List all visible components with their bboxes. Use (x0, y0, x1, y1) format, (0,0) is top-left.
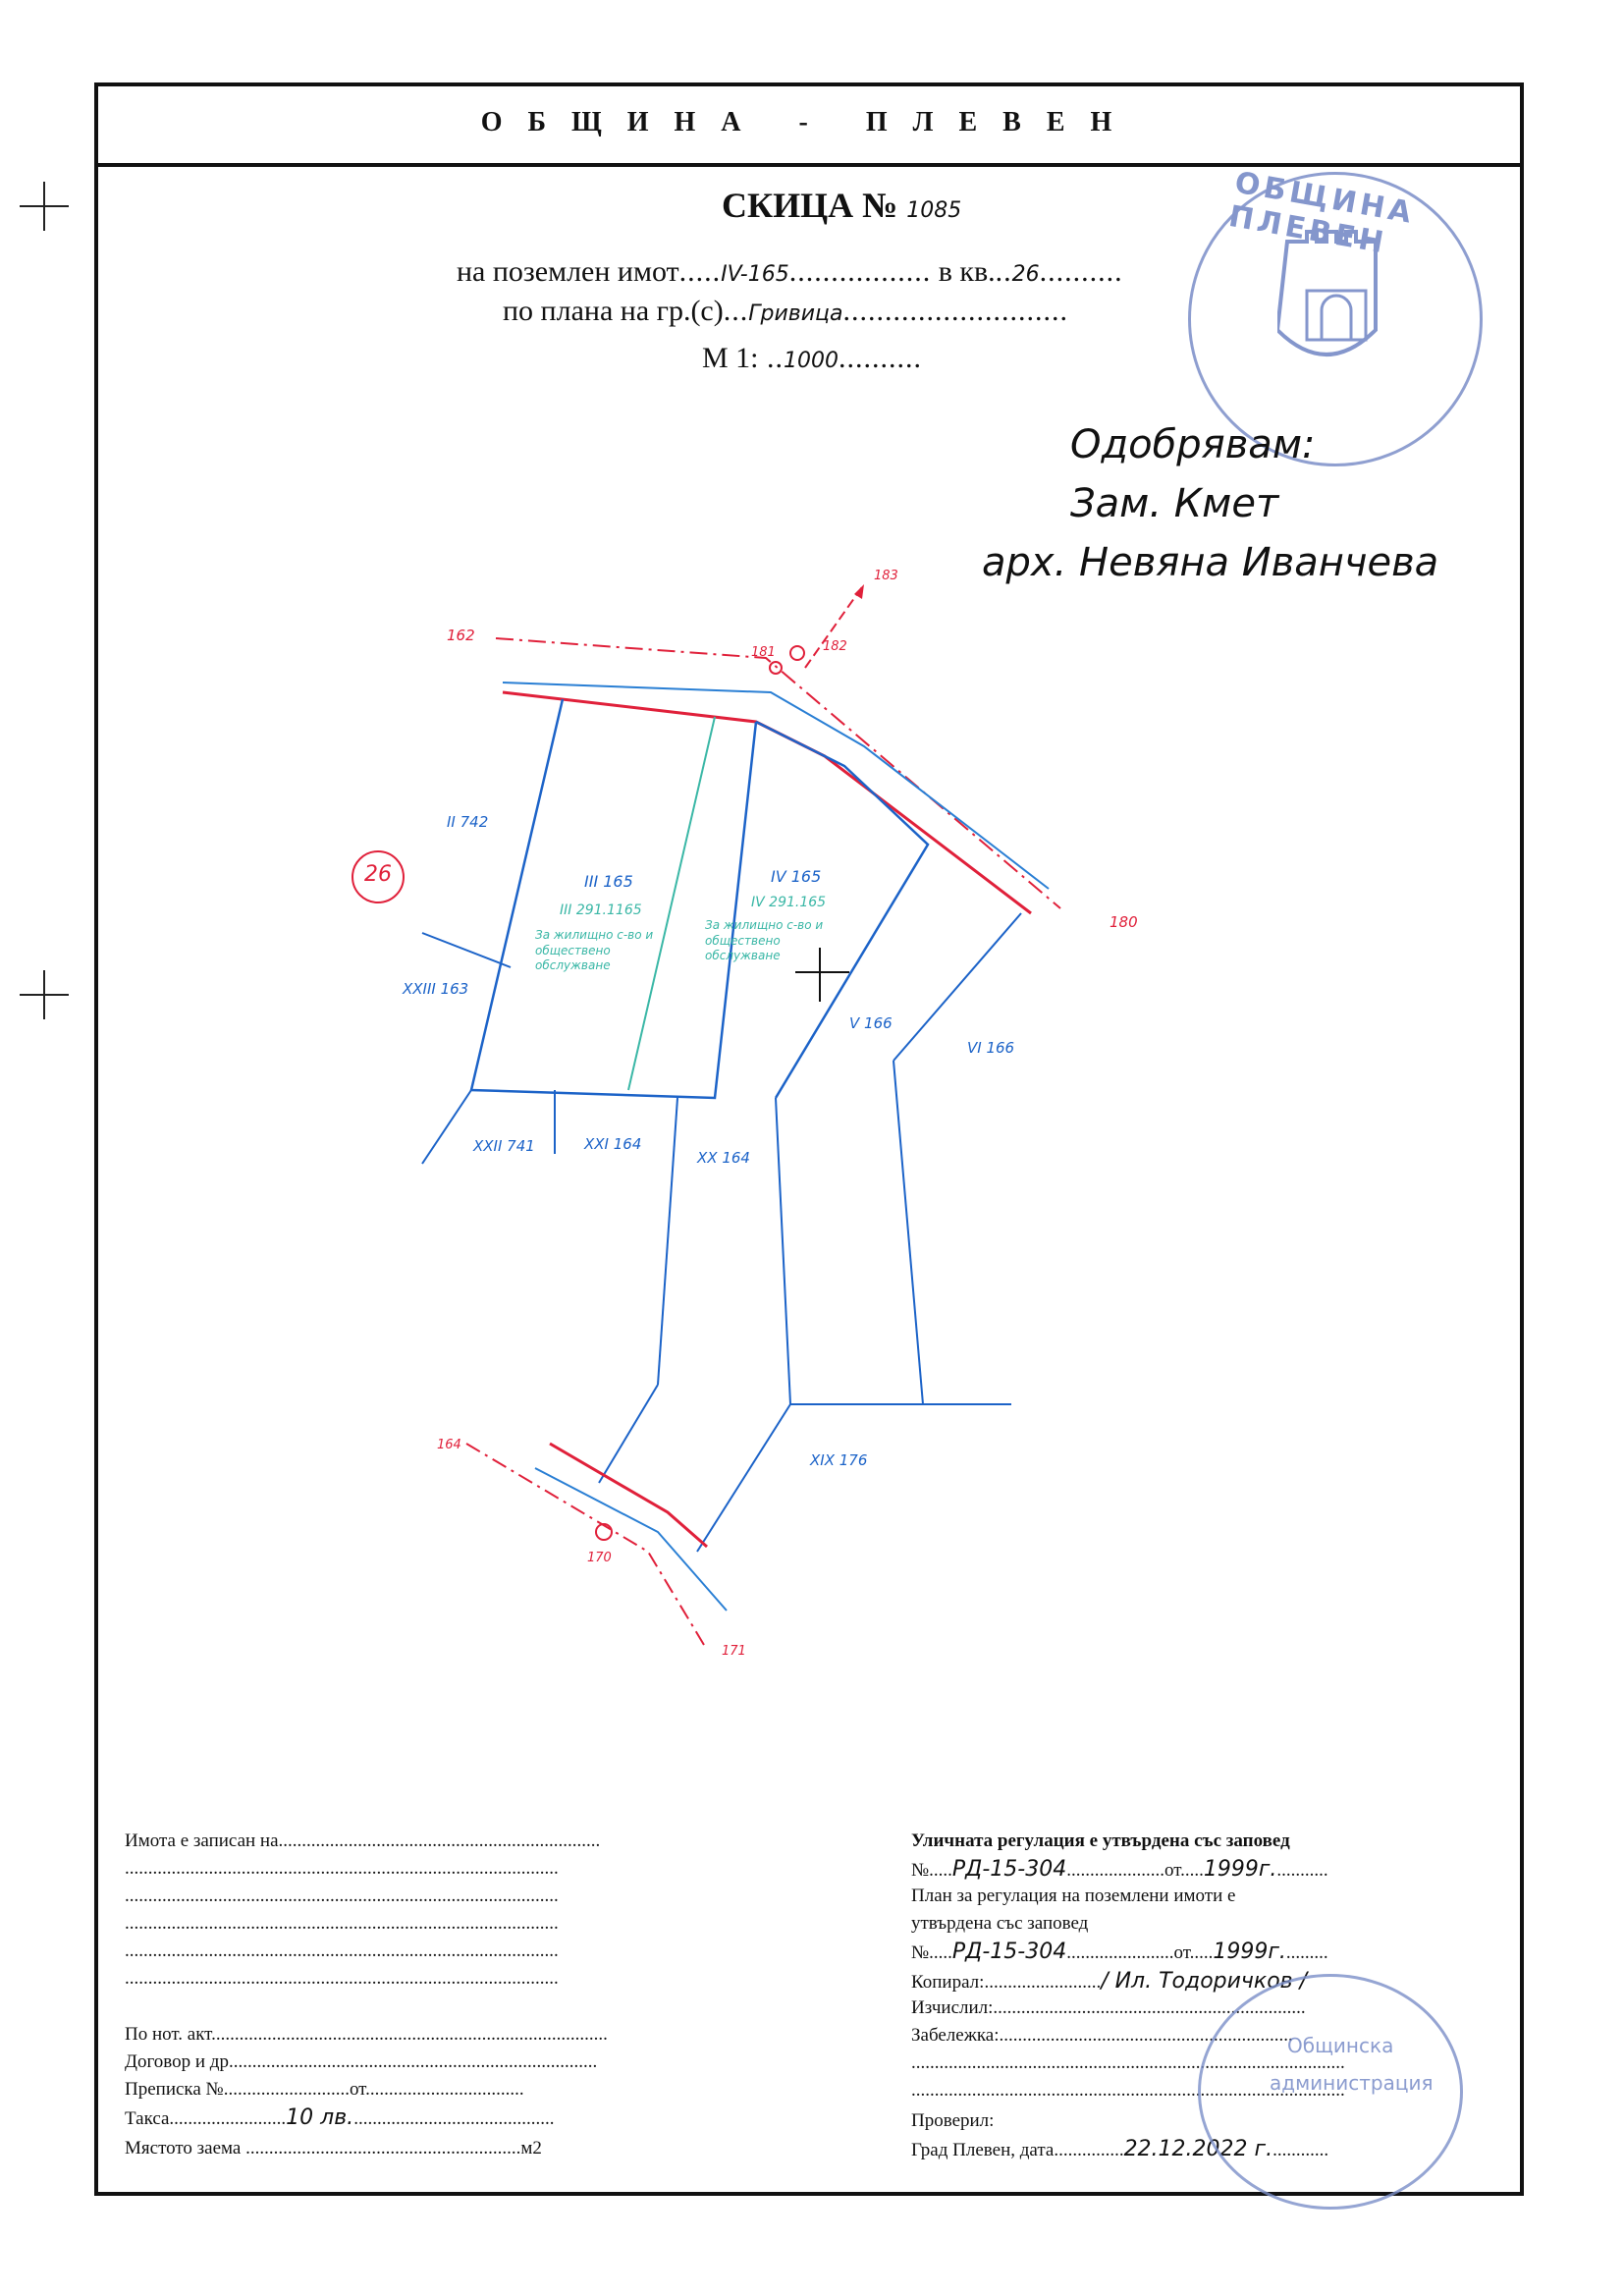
copied-label: Копирал: (911, 1972, 985, 1993)
street-edge-blue (503, 683, 1049, 889)
street-edge-bottom-red (550, 1444, 707, 1547)
blank-line-3: ............................................................................................. (125, 1913, 559, 1934)
sketch-number: 1085 (906, 198, 962, 223)
parcel-boundary-red (503, 692, 1031, 913)
order2-from-label: от (1173, 1942, 1190, 1963)
order-year-value: 1999г. (1203, 1857, 1277, 1882)
checked-line (911, 2111, 994, 2130)
order2-no-label: № (911, 1942, 930, 1963)
contract-line: Договор и др............................................................................... (125, 2051, 598, 2072)
label-parcel-iv-use: За жилищно с-во и обществено обслужване (705, 918, 824, 963)
stamp-bottom-line-2: администрация (1270, 2071, 1434, 2095)
note-blank-1: ............................................................................................. (911, 2052, 1345, 2073)
property-value: IV-165 (721, 262, 789, 287)
order-line-1: №.....РД-15-304.....................от.....1999г............ (911, 1857, 1328, 1882)
area-line: Мястото заема ...........................................................м2 (125, 2138, 542, 2158)
approval-line-2: Зам. Кмет (1070, 481, 1279, 526)
label-neighbour-xx-164: XX 164 (697, 1149, 750, 1167)
copy-from-label: от (349, 2079, 366, 2100)
label-neighbour-ii-742: II 742 (447, 813, 489, 831)
city-date-label: Град Плевен, дата (911, 2140, 1055, 2160)
label-neighbour-xxi-164: XXI 164 (584, 1135, 642, 1153)
label-neighbour-vi-166: VI 166 (967, 1039, 1015, 1057)
label-point-164: 164 (437, 1438, 461, 1452)
municipality-title: ОБЩИНА - ПЛЕВЕН (480, 107, 1138, 137)
label-block-26: 26 (364, 862, 392, 887)
plan-value: Гривица (748, 301, 843, 326)
owner-label: Имота е записан на (125, 1831, 279, 1851)
parcel-iii-boundary (471, 699, 756, 1098)
point-182 (790, 646, 804, 660)
label-point-183: 183 (874, 569, 898, 583)
label-parcel-iii: III 165 (584, 872, 633, 891)
ray-183 (805, 584, 864, 668)
order-no-value: РД-15-304 (951, 1857, 1067, 1882)
calculated-label: Изчислил: (911, 1997, 994, 2018)
label-point-182: 182 (823, 639, 847, 654)
block-label: в кв. (938, 255, 996, 288)
label-point-170: 170 (587, 1551, 612, 1565)
stamp-bottom-line-1: Общинска (1287, 2034, 1394, 2057)
checked-label: Проверил: (911, 2110, 995, 2131)
scale-label: М 1: (702, 342, 759, 374)
order2-year-value: 1999г. (1213, 1940, 1286, 1964)
scale-line: М 1: ..1000.......... (702, 342, 923, 374)
fee-line: Такса.........................10 лв............................................ (125, 2105, 555, 2130)
stamp-top-text: ОБЩИНА ПЛЕВЕН (1225, 165, 1418, 261)
area-label: Мястото заема (125, 2138, 242, 2158)
fee-label: Такса (125, 2108, 170, 2129)
copied-value: / Ил. Тодоричков / (1101, 1969, 1308, 1994)
approval-line-3: арх. Невяна Иванчева (982, 540, 1439, 585)
label-neighbour-xxiii-163: XXIII 163 (403, 980, 469, 998)
label-parcel-iii-sub: III 291.1165 (560, 902, 642, 918)
blank-line-5: ............................................................................................. (125, 1968, 559, 1989)
street-reg-label: Уличната регулация е утвърдена със заповед (911, 1831, 1290, 1851)
copy-label: Преписка № (125, 2079, 224, 2100)
label-parcel-iv-sub: IV 291.165 (751, 895, 827, 910)
blank-line-1: ............................................................................................. (125, 1858, 559, 1879)
blank-line-4: ............................................................................................. (125, 1940, 559, 1961)
date-value: 22.12.2022 г. (1123, 2137, 1273, 2161)
order-from-label: от (1164, 1860, 1181, 1881)
label-neighbour-xxii-741: XXII 741 (473, 1137, 535, 1155)
notary-line: По нот. акт..................................................................................... (125, 2024, 608, 2045)
label-point-181: 181 (751, 645, 776, 660)
plan-reg-line-2: утвърдена със заповед (911, 1913, 1089, 1934)
note-blank-2: ............................................................................................. (911, 2080, 1345, 2101)
fee-value: 10 лв. (286, 2105, 354, 2130)
point-181 (770, 662, 782, 674)
label-point-171: 171 (722, 1644, 746, 1659)
label-parcel-iv: IV 165 (771, 867, 822, 886)
sketch-title-label: СКИЦА № (722, 186, 898, 225)
block-value: 26 (1011, 262, 1040, 287)
note-label: Забележка: (911, 2025, 1000, 2046)
scale-value: 1000 (784, 349, 839, 373)
area-unit: м2 (520, 2138, 542, 2158)
order-line-2: №.....РД-15-304.......................от.....1999г.......... (911, 1940, 1328, 1964)
approval-line-1: Одобрявам: (1070, 422, 1316, 467)
plan-line: по плана на гр.(с)...Гривица........................... (503, 295, 1068, 327)
calculated-line: Изчислил:................................................................... (911, 1997, 1306, 2018)
copied-line: Копирал:........................./ Ил. Тодоричков / (911, 1969, 1308, 1994)
label-point-162: 162 (447, 627, 475, 644)
owner-line: Имота е записан на..................................................................... (125, 1831, 601, 1851)
city-date-line: Град Плевен, дата...............22.12.2022 г............. (911, 2137, 1329, 2161)
notary-label: По нот. акт (125, 2024, 212, 2045)
label-point-180: 180 (1110, 913, 1138, 931)
property-line: на поземлен имот.....IV-165................. в кв...26.......... (457, 255, 1123, 288)
label-parcel-iii-use: За жилищно с-во и обществено обслужване (535, 928, 654, 973)
plan-label: по плана на гр.(с) (503, 295, 724, 327)
note-line: Забележка:............................................................... (911, 2025, 1293, 2046)
order2-no-value: РД-15-304 (951, 1940, 1067, 1964)
copy-line: Преписка №...........................от.................................. (125, 2079, 524, 2100)
property-label: на поземлен имот (457, 255, 679, 288)
administration-stamp (1198, 1974, 1463, 2210)
label-neighbour-xix-176: XIX 176 (810, 1451, 868, 1469)
street-reg-line (911, 1831, 1290, 1850)
plan-reg-line-1: План за регулация на поземлени имоти е (911, 1885, 1236, 1906)
blank-line-2: ............................................................................................. (125, 1885, 559, 1906)
contract-label: Договор и др. (125, 2051, 234, 2072)
order-no-label: № (911, 1860, 930, 1881)
label-neighbour-v-166: V 166 (849, 1014, 893, 1032)
